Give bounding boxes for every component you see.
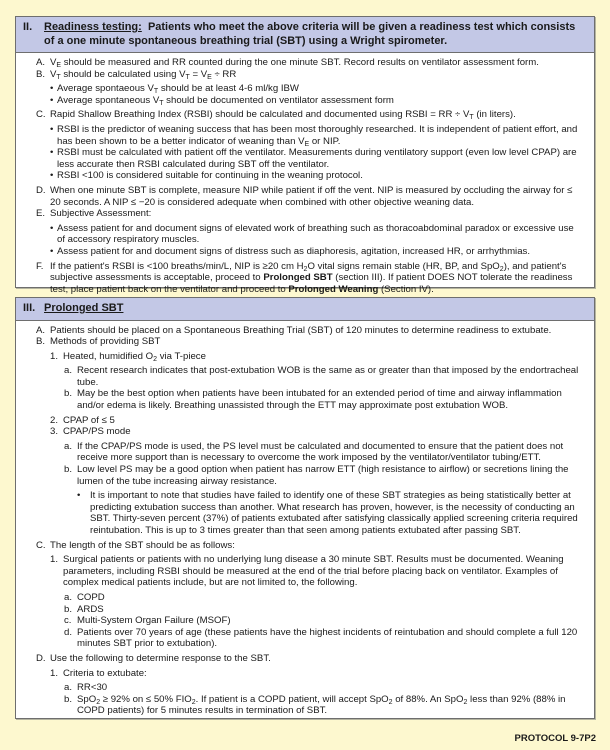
item-A: A. Patients should be placed on a Spontaneous Breathing Trial (SBT) of 120 minutes to determine readiness to extubate. [36, 324, 552, 336]
item-D1b: b. SpO$_2$ ≥ 92% on ≤ 50% $FIO_2$. If patient is a COPD patient, will accept SpO$_2$ of 88%. An SpO$_2$ less than 92% (88% in COPD patients) for 5 minutes results in termination of SBT. [64, 693, 566, 717]
item-D1a: a. RR<30 [64, 682, 108, 694]
list-item: a. COPD [64, 591, 105, 603]
link-prolonged-weaning: Prolonged Weaning [288, 283, 379, 295]
bullet-icon: • [50, 123, 54, 135]
item-D: D. Use the following to determine response to the SBT. [36, 652, 271, 664]
item-E: E. Subjective Assessment: [36, 208, 152, 220]
section-title: Readiness testing: [44, 21, 142, 33]
list-item: b. ARDS [64, 603, 104, 615]
item-D1: 1. Criteria to extubate: [50, 667, 147, 679]
item-F: F. If the patient's RSBI is <100 breaths/min/L, NIP is ≥20 cm $H_2O$ vital signs remain stable (HR, BP, and SpO$_2$), and patient's subjective assessments is acceptable, proceed to Prolonged SBT (section III). If patient DOES NOT tolerate the readiness test, place patient back on the ventilator and proceed to Prolonged Weaning (Section IV). [36, 260, 573, 295]
note-bullet: • It is important to note that studies have failed to identify one of these SBT strategies as being statistically better at predicting extubation success than another. What research has proven, however, is the necessity of conducting an SBT. Thirty-seven percent (37%) of patients extubated after satisfying classically applied screening criteria required reintubation. This is up to 3 times greater than that seen among patients extubated after passing SBT. [77, 490, 578, 536]
item-C: C. The length of the SBT should be as follows: [36, 539, 235, 551]
bullet-icon: • [50, 222, 54, 234]
item-B3a: a. If the CPAP/PS mode is used, the PS level must be calculated and documented to ensure that the patient does not receive more support than is necessary to overcome the work imposed by the ventilator/ventilator tubing/ETT. [64, 440, 564, 464]
bullet-icon: • [77, 490, 81, 502]
section-body [16, 53, 594, 295]
list-item: • RSBI <100 is considered suitable for continuing in the weaning protocol. [50, 170, 363, 182]
item-B1: 1. Heated, humidified $O_2$ via T-piece [50, 350, 206, 363]
bullet-icon: • [50, 245, 54, 257]
section-header [16, 17, 594, 53]
list-item: c. Multi-System Organ Failure (MSOF) [64, 615, 231, 627]
protocol-label: PROTOCOL 9-7P2 [514, 733, 596, 744]
bullet-list [50, 124, 584, 182]
list-item: • RSBI is the predictor of weaning success that has been most thoroughly researched. It is independent of patient effort, and has been shown to be a better indicator of weaning than $V_E$ or NIP. [50, 123, 578, 148]
bullet-list [50, 83, 584, 106]
section-body [16, 321, 594, 717]
section-title-description: Patients who meet the above criteria will be given a readiness test which consists of a one minute spontaneous breathing trial (SBT) using a Wright spirometer. [44, 21, 576, 47]
section-number: III. [23, 302, 36, 314]
bullet-icon: • [50, 170, 54, 182]
item-B2: 2. CPAP of ≤ 5 [50, 414, 115, 426]
section-header [16, 298, 594, 321]
section-title: Prolonged SBT [44, 302, 124, 314]
bullet-icon: • [50, 83, 54, 95]
item-B3b: b. Low level PS may be a good option when patient has narrow ETT (high resistance to airflow) or secretions lining the lumen of the tube increasing airway resistance. [64, 464, 569, 487]
bullet-list [50, 223, 584, 258]
bullet-icon: • [50, 147, 54, 159]
item-B: B. $V_T$ should be calculated using $V_T = V_E$ ÷ RR [36, 68, 237, 81]
item-A: A. $V_E$ should be measured and RR counted during the one minute SBT. Record results on ventilator assessment form. [36, 57, 539, 69]
list-item: • Assess patient for and document signs of distress such as diaphoresis, agitation, increased HR, or arrhythmias. [50, 245, 530, 257]
item-C: C. Rapid Shallow Breathing Index (RSBI) should be calculated and documented using RSBI = RR ÷ $V_T$ (in liters). [36, 109, 516, 122]
item-B3: 3. CPAP/PS mode [50, 426, 131, 438]
section-prolonged-sbt [15, 297, 595, 719]
list-item: d. Patients over 70 years of age (these patients have the highest incidents of reintubation and should complete a full 120 minutes SBT prior to extubation). [64, 626, 578, 650]
item-D: D. When one minute SBT is complete, measure NIP while patient if off the vent. NIP is measured by occluding the airway for ≤ 20 seconds. A NIP ≤ −20 is considered adequate when combined with other objective weaning data. [36, 184, 573, 208]
item-C1: 1. Surgical patients or patients with no underlying lung disease a 30 minute SBT. Results must be documented. Weaning parameters, including RSBI should be measured at the end of the trial before placing back on ventilator. Examples of complex medical patients include, but are not limited to, the following. [50, 554, 564, 589]
list-item: • Average spontaneous $V_T$ should be documented on ventilator assessment form [50, 94, 394, 107]
item-B1a: a. Recent research indicates that post-extubation WOB is the same as or greater than that imposed by the endortracheal tube. [64, 365, 579, 388]
item-B: B. Methods of providing SBT [36, 336, 161, 348]
link-prolonged-sbt: Prolonged SBT [263, 272, 333, 284]
section-number: II. [23, 21, 33, 33]
list-item: • RSBI must be calculated with patient off the ventilator. Measurements during ventilatory support (even low level CPAP) are less accurate then RSBI calculated during SBT off the ventilator. [50, 147, 577, 170]
list-item: • Assess patient for and document signs of elevated work of breathing such as thoracoabdominal paradox or excessive use of accessory respiratory muscles. [50, 222, 574, 246]
section-readiness-testing [15, 16, 595, 295]
item-B1b: b. May be the best option when patients have been intubated for an extended period of time and airway inflammation and/or edema is likely. Breathing unassisted through the ETT may approximate post extubation WOB. [64, 388, 562, 412]
list-item: • Average spontaeous $V_T$ should be at least 4-6 ml/kg IBW [50, 83, 299, 96]
bullet-icon: • [50, 94, 54, 106]
